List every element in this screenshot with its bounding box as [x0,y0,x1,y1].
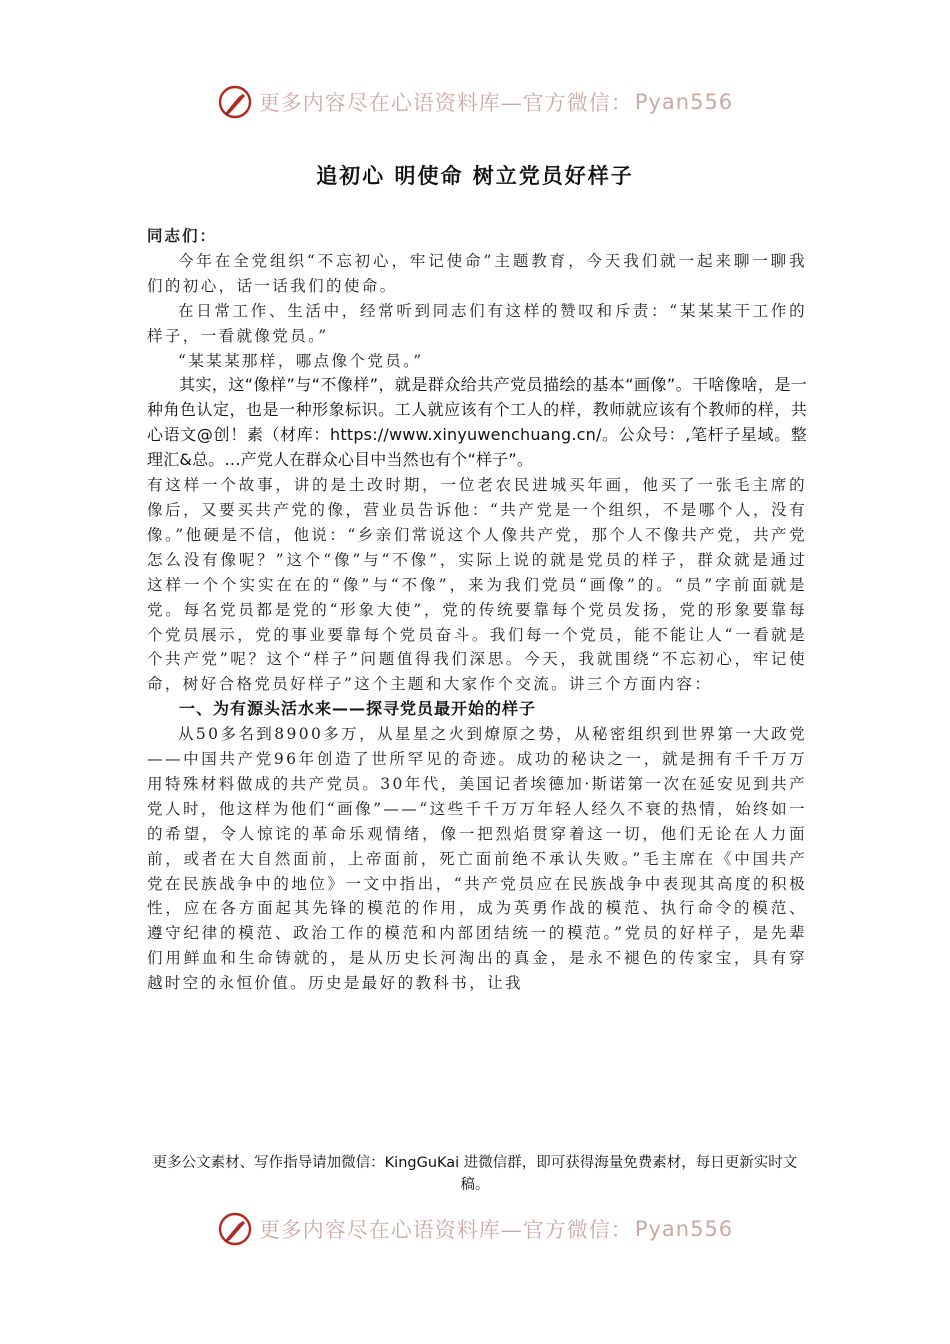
document-title: 追初心 明使命 树立党员好样子 [316,164,634,188]
banner-text: 更多内容尽在心语资料库—官方微信： [258,1218,633,1242]
top-watermark-banner [0,80,950,124]
paragraph: 今年在全党组织“不忘初心，牢记使命”主题教育，今天我们就一起来聊一聊我们的初心，话一话我们的使命。 [147,251,807,295]
paragraph: 其实，这“像样”与“不像样”，就是群众给共产党员描绘的基本“画像”。干啥像啥，是一种角色认定，也是一种形象标识。工人就应该有个工人的样，教师就应该有个教师的样，共心语文@创！素（材库：https://www.xinyuwenchuang.cn/。公众号：,笔杆子星域。整理汇&总。…产党人在群众心目中当然也有个“样子”。 [147,375,807,470]
paragraph: 从50多名到8900多万，从星星之火到燎原之势，从秘密组织到世界第一大政党——中国共产党96年创造了世所罕见的奇迹。成功的秘诀之一，就是拥有千千万万用特殊材料做成的共产党员。30年代，美国记者埃德加·斯诺第一次在延安见到共产党人时，他这样为他们“画像”——“这些千千万万年轻人经久不衰的热情，始终如一的希望，令人惊诧的革命乐观情绪，像一把烈焰贯穿着这一切，他们无论在人力面前，或者在大自然面前，上帝面前，死亡面前绝不承认失败。”毛主席在《中国共产党在民族战争中的地位》一文中指出，“共产党员应在民族战争中表现其高度的积极性，应在各方面起其先锋的模范的作用，成为英勇作战的模范、执行命令的模范、遵守纪律的模范、政治工作的模范和内部团结统一的模范。”党员的好样子，是先辈们用鲜血和生命铸就的，是从历史长河淘出的真金，是永不褪色的传家宝，具有穿越时空的永恒价值。历史是最好的教科书，让我 [147,725,807,993]
quill-logo-icon [217,1211,253,1247]
salutation: 同志们： [147,227,218,245]
footer-note: 更多公文素材、写作指导请加微信：KingGuKai 进微信群，即可获得海量免费素材，每日更新实时文稿。 [152,1155,798,1193]
section-heading: 一、为有源头活水来——探寻党员最开始的样子 [179,699,537,719]
banner-wechat-id: Pyan556 [634,1217,734,1241]
banner-wechat-id: Pyan556 [634,90,734,114]
paragraph: 有这样一个故事，讲的是土改时期，一位老农民进城买年画，他买了一张毛主席的像后，又要买共产党的像，营业员告诉他：“共产党是一个组织，不是哪个人，没有像。”他硬是不信，他说：“乡亲们常说这个人像共产党，那个人不像共产党，共产党怎么没有像呢？”这个“像”与“不像”，实际上说的就是党员的样子，群众就是通过这样一个个实实在在的“像”与“不像”，来为我们党员“画像”的。“员”字前面就是党。每名党员都是党的“形象大使”，党的传统要靠每个党员发扬，党的形象要靠每个党员展示，党的事业要靠每个党员奋斗。我们每一个党员，能不能让人“一看就是个共产党”呢？这个“样子”问题值得我们深思。今天，我就围绕“不忘初心，牢记使命，树好合格党员好样子”这个主题和大家作个交流。讲三个方面内容： [147,476,807,694]
banner-text: 更多内容尽在心语资料库—官方微信： [258,91,633,115]
quill-logo-icon [217,84,253,120]
bottom-watermark-banner [0,1207,950,1251]
document-body [147,224,807,996]
paragraph: “某某某那样，哪点像个党员。” [178,351,424,370]
paragraph: 在日常工作、生活中，经常听到同志们有这样的赞叹和斥责：“某某某干工作的样子，一看就像党员。” [147,301,807,345]
